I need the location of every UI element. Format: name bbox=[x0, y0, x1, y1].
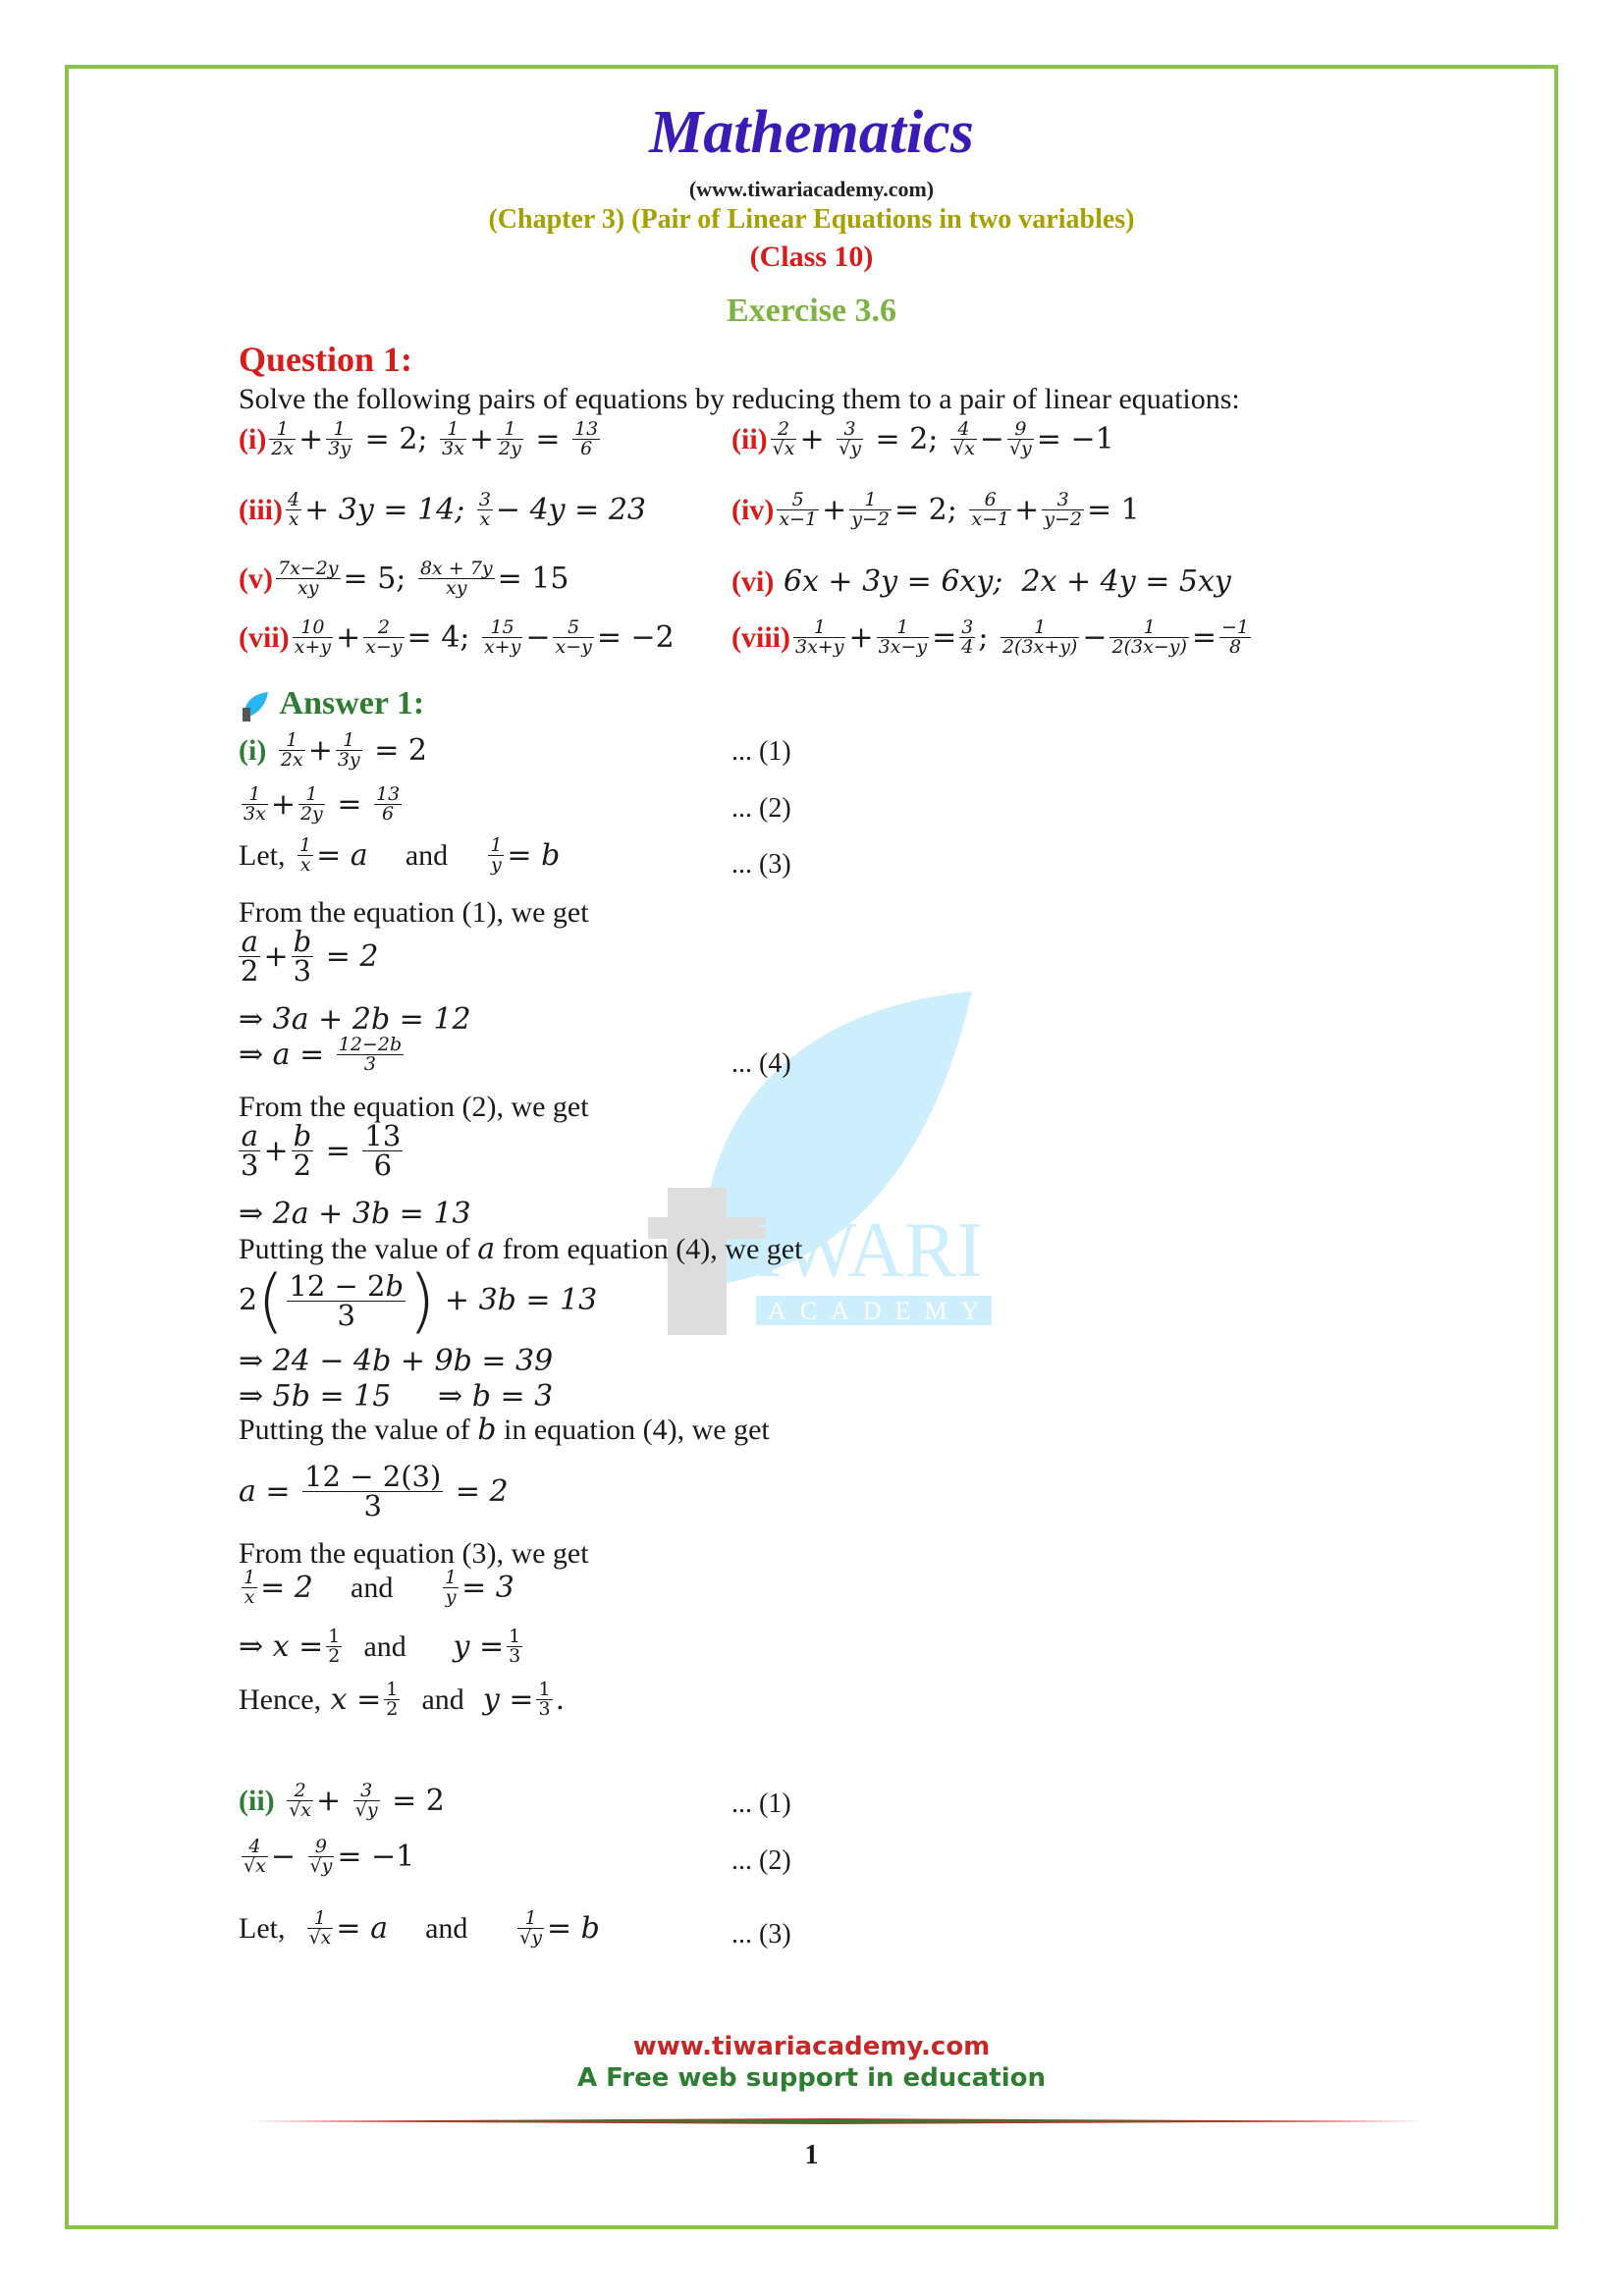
class-label: (Class 10) bbox=[749, 240, 874, 273]
eq-number: ... (3) bbox=[731, 1919, 791, 1949]
answer-ii-eq2: 4 √x − 9 √y = −1 bbox=[243, 1836, 415, 1877]
answer-i-eq2: 1 3x + 1 2y = 13 6 bbox=[243, 783, 401, 825]
question-part-ii: (ii) 2 √x + 3 √y = 2; 4 √x − 9 √y = −1 bbox=[731, 418, 1114, 459]
question-part-viii: (viii) 1 3x+y + 1 3x−y = 3 4 ; 1 2(3x+y) − 1 2(3x−y) = −1 8 bbox=[731, 616, 1250, 658]
answer-i-step: a = $\frac{12 - 2(3)}{3}$ = 2 bbox=[239, 1460, 509, 1522]
answer-text: From the equation (2), we get bbox=[239, 1091, 589, 1123]
answer-i-let: Let, $\frac{1}{x}$ = a and $\frac{1}{y}$ = b bbox=[239, 834, 561, 876]
footer-url: www.tiwariacademy.com bbox=[632, 2032, 991, 2061]
footer-tagline: A Free web support in education bbox=[576, 2063, 1046, 2093]
question-part-iii: (iii) 4 x + 3y = 14; 3 x − 4y = 23 bbox=[239, 489, 647, 530]
exercise-title: Exercise 3.6 bbox=[726, 293, 897, 329]
answer-i-step: a 3 + $\frac{b}{2}$ = $\frac{13}{6}$ bbox=[241, 1119, 402, 1182]
question-part-iv: (iv) 5 x−1 + 1 y−2 = 2; 6 x−1 + 3 y−2 = 1 bbox=[731, 489, 1140, 530]
footer-divider bbox=[241, 2118, 1424, 2124]
watermark-word: IWARI bbox=[756, 1207, 984, 1294]
page-title: Mathematics bbox=[649, 99, 974, 166]
answer-i-step: ⇒ 24 − 4b + 9b = 39 bbox=[239, 1344, 554, 1378]
eq-number: ... (2) bbox=[731, 1845, 791, 1876]
watermark-logo bbox=[648, 972, 1001, 1345]
chapter-title: (Chapter 3) (Pair of Linear Equations in two variables) bbox=[488, 204, 1135, 235]
page-number: 1 bbox=[804, 2140, 819, 2170]
site-url: (www.tiwariacademy.com) bbox=[688, 177, 935, 201]
answer-i-step: ⇒ x = $\frac{1}{2}$ and y = $\frac{1}{3}$ bbox=[239, 1626, 521, 1667]
answer-heading-row: Answer 1: bbox=[239, 687, 424, 721]
question-part-i: (i) 1 2x + 1 3y = 2; 1 3x + 1 2y = 13 6 bbox=[239, 418, 599, 459]
answer-i-eq1: (i) 1 2x + 1 3y = 2 bbox=[239, 729, 427, 771]
question-part-vii: (vii) 10 x+y + 2 x−y = 4; 15 x+y − 5 x−y = −2 bbox=[239, 616, 675, 658]
question-part-vi: (vi) 6x + 3y = 6xy; 2x + 4y = 5xy bbox=[731, 564, 1231, 599]
answer-text: Putting the value of b in equation (4), we get bbox=[239, 1413, 770, 1447]
answer-i-step: ⇒ 5b = 15 ⇒ b = 3 bbox=[239, 1379, 554, 1414]
answer-ii-let: Let, $\frac{1}{√x}$ = a and $\frac{1}{√y}$ = b bbox=[239, 1907, 600, 1949]
question-part-v: (v) 7x−2y xy = 5; 8x + 7y xy = 15 bbox=[239, 558, 569, 599]
answer-i-step: ⇒ 3a + 2b = 12 bbox=[239, 1002, 471, 1037]
answer-i-step: ⇒ a = $\frac{12-2b}{3}$ bbox=[239, 1034, 403, 1075]
answer-i-result: Hence, x = $\frac{1}{2}$ and y = $\frac{1}{3}$ . bbox=[239, 1679, 566, 1720]
answer-text: Putting the value of a from equation (4), we get bbox=[239, 1232, 803, 1266]
eq-number: ... (3) bbox=[731, 849, 791, 880]
eq-number: ... (1) bbox=[731, 736, 791, 767]
answer-i-step: $\frac{1}{x}$ = 2 and $\frac{1}{y}$ = 3 bbox=[243, 1567, 514, 1608]
question-prompt: Solve the following pairs of equations by reducing them to a pair of linear equations: bbox=[239, 383, 1240, 415]
eq-number: ... (2) bbox=[731, 793, 791, 824]
eq-number: ... (4) bbox=[731, 1048, 791, 1079]
eq-number: ... (1) bbox=[731, 1789, 791, 1819]
question-heading: Question 1: bbox=[239, 340, 413, 379]
answer-i-step: a 2 + $\frac{b}{3}$ = 2 bbox=[241, 925, 379, 988]
answer-text: From the equation (1), we get bbox=[239, 896, 589, 929]
answer-text: From the equation (3), we get bbox=[239, 1537, 589, 1570]
answer-i-step: ⇒ 2a + 3b = 13 bbox=[239, 1197, 471, 1231]
watermark-sub: ACADEMY bbox=[768, 1297, 994, 1325]
tiwari-logo-icon bbox=[239, 690, 270, 721]
answer-ii-eq1: (ii) 2 √x + 3 √y = 2 bbox=[239, 1780, 445, 1821]
answer-i-step: 2 ( 12 − 2b 3 ) + 3b = 13 bbox=[239, 1260, 598, 1341]
